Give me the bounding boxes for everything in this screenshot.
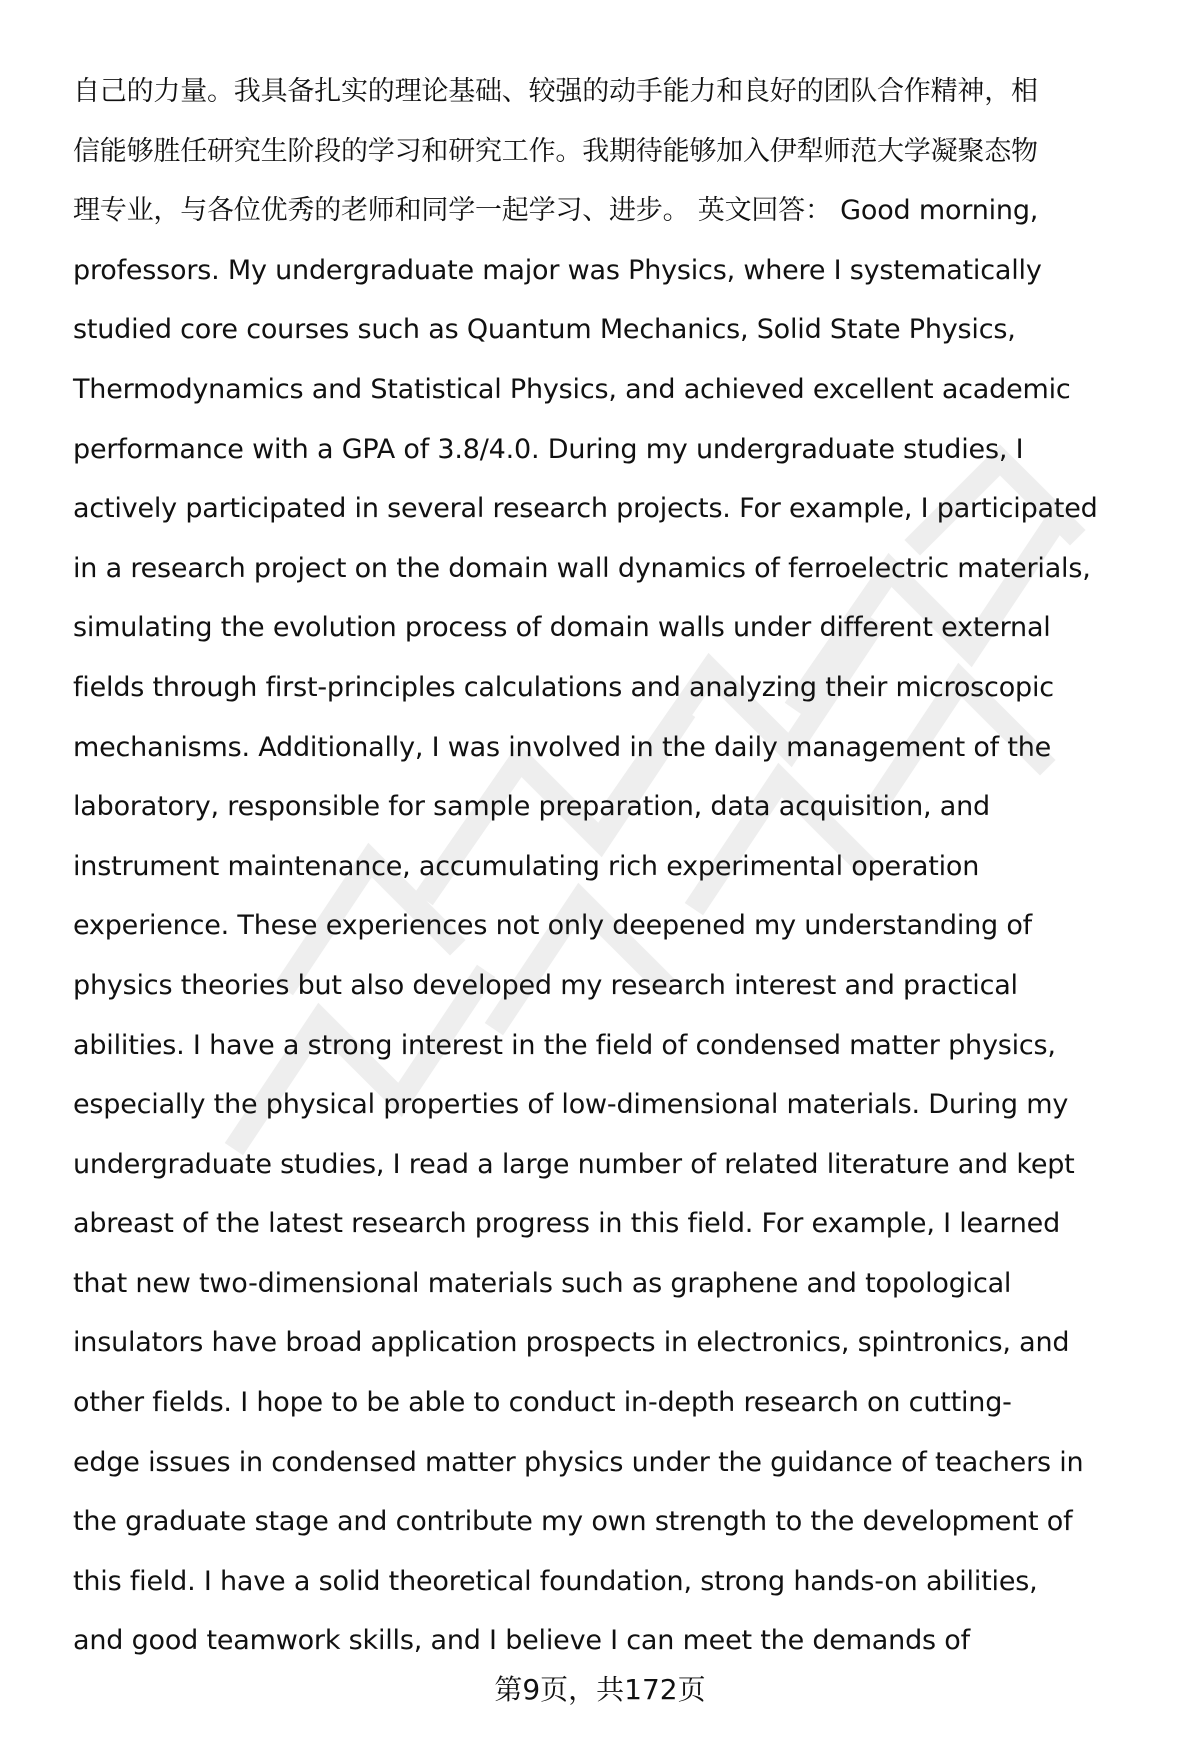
text-line: abilities. I have a strong interest in the field of condensed matter physics, bbox=[73, 1029, 1056, 1061]
page-number-footer: 第9页，共172页 bbox=[494, 1673, 706, 1706]
text-line: that new two-dimensional materials such as graphene and topological bbox=[73, 1267, 1012, 1299]
text-line: simulating the evolution process of domain walls under different external bbox=[73, 612, 1051, 644]
text-line: this field. I have a solid theoretical foundation, strong hands-on abilities, bbox=[73, 1565, 1038, 1597]
text-line: professors. My undergraduate major was Physics, where I systematically bbox=[73, 254, 1042, 286]
text-line: abreast of the latest research progress in this field. For example, I learned bbox=[73, 1208, 1061, 1240]
text-line: Thermodynamics and Statistical Physics, and achieved excellent academic bbox=[73, 373, 1071, 405]
text-line: mechanisms. Additionally, I was involved in the daily management of the bbox=[73, 731, 1052, 763]
text-line: studied core courses such as Quantum Mechanics, Solid State Physics, bbox=[73, 314, 1016, 346]
text-line: 信能够胜任研究生阶段的学习和研究工作。我期待能够加入伊犁师范大学凝聚态物 bbox=[73, 135, 1038, 167]
text-line: other fields. I hope to be able to conduct in-depth research on cutting- bbox=[73, 1387, 1012, 1419]
text-line: instrument maintenance, accumulating rich experimental operation bbox=[73, 850, 980, 882]
text-line: edge issues in condensed matter physics under the guidance of teachers in bbox=[73, 1446, 1084, 1478]
text-line: the graduate stage and contribute my own strength to the development of bbox=[73, 1506, 1073, 1538]
text-line: and good teamwork skills, and I believe I can meet the demands of bbox=[73, 1625, 970, 1657]
body-text bbox=[73, 62, 1163, 1671]
text-line: performance with a GPA of 3.8/4.0. During my undergraduate studies, I bbox=[73, 433, 1024, 465]
text-line: 自己的力量。我具备扎实的理论基础、较强的动手能力和良好的团队合作精神，相 bbox=[73, 76, 1038, 107]
text-line: undergraduate studies, I read a large number of related literature and kept bbox=[73, 1148, 1075, 1180]
text-line: laboratory, responsible for sample preparation, data acquisition, and bbox=[73, 791, 990, 823]
text-line: in a research project on the domain wall dynamics of ferroelectric materials, bbox=[73, 552, 1091, 584]
text-line: especially the physical properties of low-dimensional materials. During my bbox=[73, 1089, 1069, 1121]
text-line: experience. These experiences not only deepened my understanding of bbox=[73, 910, 1032, 942]
text-line: fields through first-principles calculations and analyzing their microscopic bbox=[73, 671, 1054, 703]
text-line: actively participated in several research projects. For example, I participated bbox=[73, 493, 1098, 525]
text-line: 理专业，与各位优秀的老师和同学一起学习、进步。 英文回答： Good morning, bbox=[73, 195, 1039, 227]
text-line: physics theories but also developed my research interest and practical bbox=[73, 969, 1018, 1001]
text-line: insulators have broad application prospects in electronics, spintronics, and bbox=[73, 1327, 1070, 1359]
